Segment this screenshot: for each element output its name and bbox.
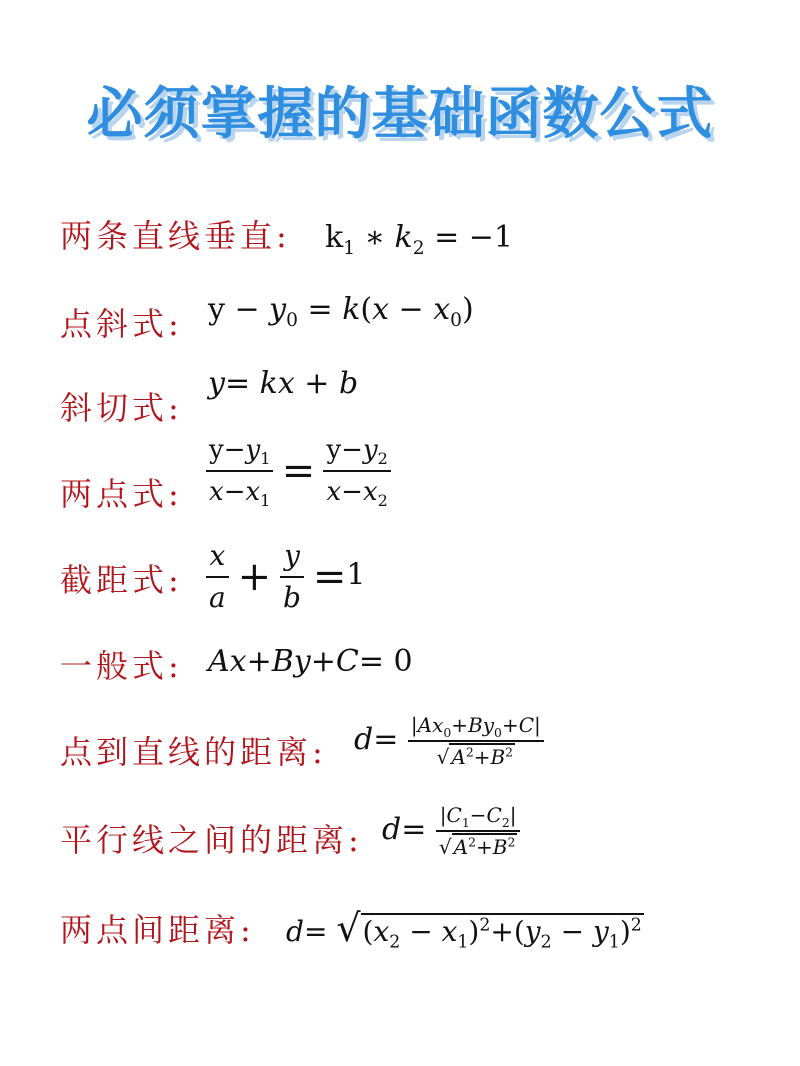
formula-label: 两条直线垂直: bbox=[60, 217, 291, 255]
formula-label: 斜切式: bbox=[60, 389, 183, 427]
formula-label: 一般式: bbox=[60, 647, 183, 685]
formula-two-point-distance: $d= √(x_2 - x_1)^2+(y_2 - y_1)^2$ bbox=[286, 906, 642, 953]
formula-slope-intercept: y= kx + b bbox=[208, 366, 359, 401]
page-title: 必须掌握的基础函数公式 bbox=[86, 82, 714, 147]
formula-intercept: $\frac{x}{a}$ + $\frac{y}{b}$ =1 bbox=[206, 536, 365, 618]
formula-point-line-distance: d= $\frac{|Ax_0+By_0+C|}{√ A^2+B^2}$ bbox=[354, 710, 544, 772]
formula-parallel-distance: d= $\frac{|C_1-C_2|}{√ A^2+B^2}$ bbox=[382, 800, 520, 862]
formula-label: 点到直线的距离: bbox=[60, 733, 327, 771]
formula-label: 两点式: bbox=[60, 475, 183, 513]
formula-label: 截距式: bbox=[60, 561, 183, 599]
formula-two-point: $\frac{y-y_1}{x-x_1}$ = $\frac{y-y_2}{x-x_2}$ bbox=[206, 430, 391, 512]
formula-perpendicular: $k_1$ ∗ $k_2 = -1$ bbox=[325, 220, 513, 259]
formula-label: 平行线之间的距离: bbox=[60, 821, 363, 859]
formula-label: 两点间距离: bbox=[60, 911, 255, 949]
formula-general: Ax+By+C= 0 bbox=[208, 644, 413, 679]
formula-label: 点斜式: bbox=[60, 305, 183, 343]
formula-point-slope: $y - y_0 = k(x - x_0)$ bbox=[208, 292, 474, 331]
